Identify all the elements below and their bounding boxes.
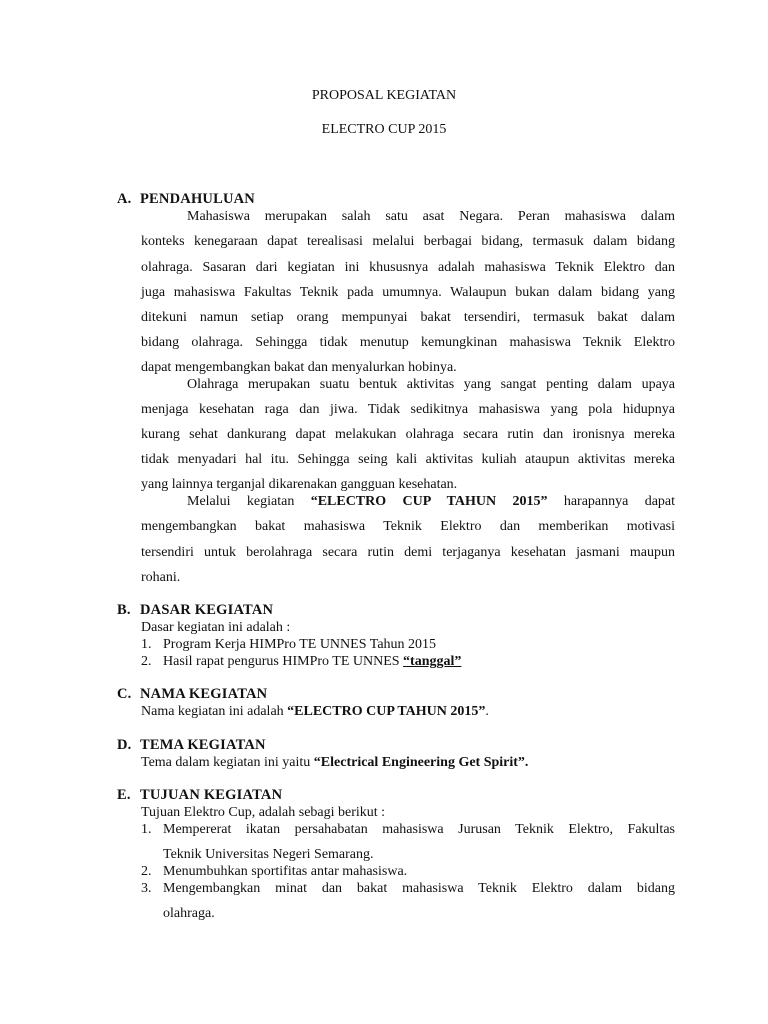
para-a3-line-3: tersendiri untuk berolahraga secara rutin demi terjaganya kesehatan jasmani maupun xyxy=(141,545,675,560)
section-c-heading: C. NAMA KEGIATAN xyxy=(117,686,268,702)
para-a3-line-2: mengembangkan bakat mahasiswa Teknik Elektro dan memberikan motivasi xyxy=(141,519,675,534)
para-a3-line-4: rohani. xyxy=(141,570,181,585)
para-a1-line-2: konteks kenegaraan dapat terealisasi melalui berbagai bidang, termasuk dalam bidang xyxy=(141,234,675,249)
list-item: 1. Program Kerja HIMPro TE UNNES Tahun 2015 xyxy=(141,637,437,652)
para-a1-line-1: Mahasiswa merupakan salah satu asat Negara. Peran mahasiswa dalam xyxy=(187,209,675,224)
event-name-highlight: “ELECTRO CUP TAHUN 2015” xyxy=(310,494,548,509)
para-a1-line-6: bidang olahraga. Sehingga tidak menutup kemungkinan mahasiswa Teknik Elektro xyxy=(141,335,675,350)
section-e-intro: Tujuan Elektro Cup, adalah sebagi berikut : xyxy=(141,805,386,820)
list-item-continued: Teknik Universitas Negeri Semarang. xyxy=(163,847,374,862)
section-d-heading: D. TEMA KEGIATAN xyxy=(117,737,266,753)
section-a-heading: A. PENDAHULUAN xyxy=(117,191,255,207)
para-a2-line-3: kurang sehat dankurang dapat melakukan olahraga secara rutin dan ironisnya mereka xyxy=(141,427,675,442)
list-item: Mempererat ikatan persahabatan mahasiswa Jurusan Teknik Elektro, Fakultas xyxy=(163,822,675,837)
para-a3-line-1: Melalui kegiatan “ELECTRO CUP TAHUN 2015” harapannya dapat xyxy=(187,494,676,509)
para-a1-line-3: olahraga. Sasaran dari kegiatan ini khususnya adalah mahasiswa Teknik Elektro dan xyxy=(141,260,675,275)
section-b-intro: Dasar kegiatan ini adalah : xyxy=(141,620,291,635)
date-placeholder: “tanggal” xyxy=(403,654,462,669)
list-item: 2. Hasil rapat pengurus HIMPro TE UNNES “tanggal” xyxy=(141,654,462,669)
list-item: Mengembangkan minat dan bakat mahasiswa Teknik Elektro dalam bidang xyxy=(163,881,675,896)
list-item: 2. Menumbuhkan sportifitas antar mahasiswa. xyxy=(141,864,408,879)
list-item-number: 3. xyxy=(141,881,152,896)
para-a2-line-2: menjaga kesehatan raga dan jiwa. Tidak sedikitnya mahasiswa yang pola hidupnya xyxy=(141,402,675,417)
para-a1-line-4: juga mahasiswa Fakultas Teknik pada umumnya. Walaupun bukan dalam bidang yang xyxy=(141,285,675,300)
event-title: ELECTRO CUP 2015 xyxy=(321,122,447,137)
para-a1-line-7: dapat mengembangkan bakat dan menyalurkan hobinya. xyxy=(141,360,457,375)
section-e-heading: E. TUJUAN KEGIATAN xyxy=(117,787,283,803)
list-item-continued: olahraga. xyxy=(163,906,215,921)
list-item-number: 1. xyxy=(141,822,152,837)
para-a2-line-1: Olahraga merupakan suatu bentuk aktivitas yang sangat penting dalam upaya xyxy=(187,377,675,392)
section-c-text: Nama kegiatan ini adalah “ELECTRO CUP TAHUN 2015”. xyxy=(141,704,489,719)
section-b-heading: B. DASAR KEGIATAN xyxy=(117,602,274,618)
para-a2-line-4: tidak menyadari hal itu. Sehingga seing kali aktivitas kuliah ataupun aktivitas mereka xyxy=(141,452,675,467)
para-a2-line-5: yang lainnya terganjal dikarenakan gangguan kesehatan. xyxy=(141,477,458,492)
para-a1-line-5: ditekuni namun setiap orang mempunyai bakat tersendiri, termasuk bakat dalam xyxy=(141,310,675,325)
proposal-title: PROPOSAL KEGIATAN xyxy=(311,88,457,103)
section-d-text: Tema dalam kegiatan ini yaitu “Electrical Engineering Get Spirit”. xyxy=(141,755,529,770)
